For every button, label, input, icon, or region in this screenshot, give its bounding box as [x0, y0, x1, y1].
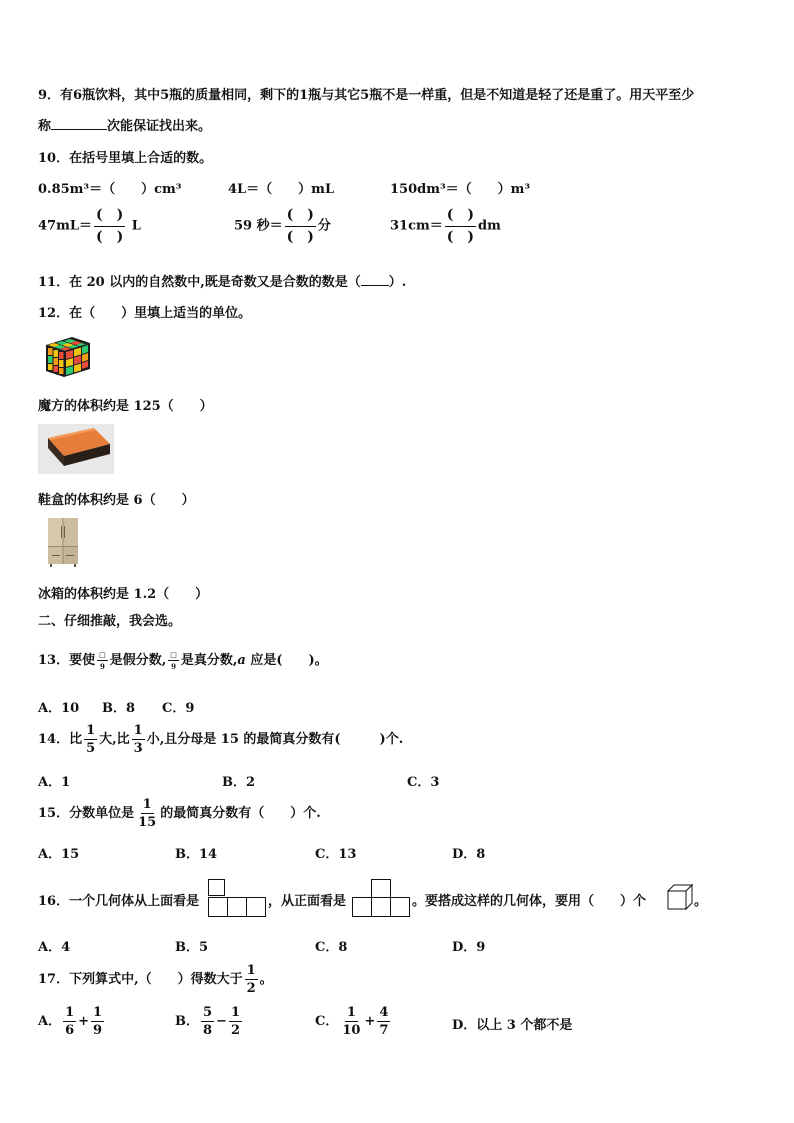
- fraction-denominator: ( ): [96, 228, 124, 245]
- fraction-numerator: □: [170, 650, 177, 659]
- q9-line1: 9．有6瓶饮料，其中5瓶的质量相同，剩下的1瓶与其它5瓶不是一样重，但是不知道是轻了还是重了。用天平至少: [38, 88, 695, 103]
- fraction-denominator: ( ): [446, 228, 475, 245]
- q13: [38, 649, 328, 670]
- front-view-cell: [352, 897, 372, 917]
- q10-item-6: [390, 208, 501, 244]
- q13-variable: a: [237, 653, 246, 668]
- fraction-numerator: 1: [230, 1005, 240, 1020]
- q13-pre: 13．要使: [38, 653, 96, 668]
- fridge-icon: [44, 516, 82, 568]
- fraction-numerator: 1: [142, 797, 152, 812]
- q15-post: 的最简真分数有（ ）个.: [160, 806, 321, 821]
- top-view-cell: [208, 897, 228, 917]
- q9-line2-post: 次能保证找出来。: [107, 119, 212, 134]
- q16-option-c[interactable]: C．8: [315, 940, 348, 955]
- q16-option-b[interactable]: B．5: [175, 940, 209, 955]
- fraction: [91, 1006, 104, 1037]
- q17-option-b[interactable]: [175, 1006, 244, 1037]
- q12-rubik-text: 魔方的体积约是 125（ ）: [38, 399, 213, 414]
- fridge-image: [44, 516, 82, 568]
- q14-mid: 大,比: [99, 732, 130, 747]
- fraction-numerator: 1: [133, 723, 143, 738]
- q15-fraction: [136, 798, 158, 829]
- q10-item-3: 150dm³＝（ ）m³: [390, 182, 531, 197]
- fraction: [340, 1006, 362, 1037]
- q9-line2-pre: 称: [38, 119, 52, 134]
- q12-title: 12．在（ ）里填上适当的单位。: [38, 306, 252, 321]
- q17-option-d[interactable]: D．以上 3 个都不是: [452, 1018, 573, 1033]
- option-label: A．: [38, 1014, 62, 1029]
- q15: [38, 798, 321, 829]
- top-view-figure: [208, 879, 266, 917]
- rubiks-cube-icon: [42, 333, 94, 381]
- q10-title: 10．在括号里填上合适的数。: [38, 151, 213, 166]
- fraction-denominator: 9: [93, 1023, 103, 1038]
- q13-tail: 应是( )。: [245, 653, 328, 668]
- fraction-numerator: ( ): [94, 208, 125, 227]
- q10-item-1: 0.85m³＝（ ）cm³: [38, 182, 182, 197]
- q17-fraction: [245, 964, 258, 995]
- cube-icon: [666, 883, 694, 911]
- q14-pre: 14．比: [38, 732, 83, 747]
- q9-answer-blank[interactable]: [51, 117, 107, 130]
- operator: +: [364, 1014, 376, 1029]
- fraction-numerator: 4: [379, 1005, 389, 1020]
- q10-item-5-post: 分: [317, 218, 331, 234]
- fraction-numerator: 1: [93, 1005, 103, 1020]
- q10-item-5-fraction[interactable]: [285, 208, 316, 244]
- q14-post: 小,且分母是 15 的最简真分数有( )个.: [146, 732, 404, 747]
- q11-post: ）.: [388, 275, 407, 290]
- fraction: [377, 1006, 390, 1037]
- front-view-figure: [352, 879, 410, 917]
- q13-fraction-1: [97, 651, 108, 670]
- q15-option-d[interactable]: D．8: [452, 847, 486, 862]
- q13-post: 是真分数,: [180, 653, 238, 668]
- q14-option-b[interactable]: B．2: [222, 775, 256, 790]
- shoebox-image: [38, 424, 114, 474]
- q10-item-2: 4L＝（ ）mL: [228, 182, 335, 197]
- fraction-denominator: 7: [379, 1023, 389, 1038]
- fraction-denominator: 2: [230, 1023, 240, 1038]
- q16-end: 。: [694, 894, 708, 909]
- q16-option-d[interactable]: D．9: [452, 940, 486, 955]
- q15-option-a[interactable]: A．15: [38, 847, 80, 862]
- top-view-cell: [227, 897, 247, 917]
- q10-item-6-fraction[interactable]: [445, 208, 476, 244]
- operator: −: [216, 1014, 227, 1029]
- fraction-numerator: 1: [346, 1005, 356, 1020]
- q10-item-6-post: dm: [478, 218, 501, 234]
- q11: [38, 271, 406, 290]
- q17-pre: 17．下列算式中,（ ）得数大于: [38, 972, 243, 987]
- q12-fridge-text: 冰箱的体积约是 1.2（ ）: [38, 587, 209, 602]
- fraction: [229, 1006, 242, 1037]
- fraction-numerator: 5: [203, 1005, 213, 1020]
- q13-option-a[interactable]: A．10: [38, 701, 80, 716]
- q15-option-c[interactable]: C．13: [315, 847, 357, 862]
- q13-mid: 是假分数,: [109, 653, 167, 668]
- top-view-cell: [208, 879, 225, 896]
- fraction-denominator: 9: [99, 662, 105, 671]
- q12-shoebox-text: 鞋盒的体积约是 6（ ）: [38, 493, 195, 508]
- fraction-denominator: 9: [171, 662, 176, 671]
- q14: [38, 724, 403, 755]
- q17: [38, 964, 273, 995]
- option-label: C．: [315, 1014, 339, 1029]
- q16-mid: ，从正面看是: [268, 894, 347, 909]
- q15-option-b[interactable]: B．14: [175, 847, 218, 862]
- fraction-denominator: 5: [86, 741, 96, 756]
- fraction: [201, 1006, 214, 1037]
- q17-option-a[interactable]: [38, 1006, 106, 1037]
- fraction-numerator: □: [99, 650, 106, 659]
- q11-pre: 11．在 20 以内的自然数中,既是奇数又是合数的数是（: [38, 275, 361, 290]
- q10-item-4-post: L: [131, 218, 141, 234]
- q13-option-b[interactable]: B．8: [102, 701, 136, 716]
- section-2-heading: 二、仔细推敲，我会选。: [38, 614, 182, 629]
- fraction-denominator: ( ): [286, 228, 314, 245]
- q17-end: 。: [259, 972, 273, 987]
- fraction-numerator: 1: [65, 1005, 75, 1020]
- q15-pre: 15．分数单位是: [38, 806, 135, 821]
- fraction-denominator: 15: [138, 815, 157, 830]
- front-view-cell: [390, 897, 410, 917]
- fraction-denominator: 3: [133, 741, 143, 756]
- fraction-numerator: 1: [246, 963, 256, 978]
- q10-item-5-pre: 59 秒＝: [234, 218, 283, 234]
- q10-item-4-fraction[interactable]: [94, 208, 125, 244]
- q10-item-5: [234, 208, 331, 244]
- q9-line2: [38, 115, 211, 134]
- fraction-numerator: ( ): [445, 208, 476, 227]
- fraction: [63, 1006, 76, 1037]
- q17-option-c[interactable]: [315, 1006, 392, 1037]
- top-view-cell: [246, 897, 266, 917]
- fraction-numerator: 1: [86, 723, 96, 738]
- cube-figure: [666, 883, 694, 911]
- q10-item-4-pre: 47mL＝: [38, 218, 92, 234]
- q14-fraction-1: [84, 724, 97, 755]
- fraction-denominator: 6: [65, 1023, 75, 1038]
- q11-answer-blank[interactable]: [361, 273, 389, 286]
- fraction-numerator: ( ): [285, 208, 316, 227]
- q14-option-a[interactable]: A．1: [38, 775, 71, 790]
- option-label: B．: [175, 1014, 199, 1029]
- q16-option-a[interactable]: A．4: [38, 940, 71, 955]
- front-view-cell: [371, 897, 391, 917]
- operator: +: [78, 1014, 90, 1029]
- q14-fraction-2: [132, 724, 145, 755]
- shoebox-icon: [38, 424, 114, 474]
- fraction-denominator: 10: [342, 1023, 361, 1038]
- q16-pre: 16．一个几何体从上面看是: [38, 894, 200, 909]
- q16-post: 。要搭成这样的几何体，要用（ ）个: [412, 894, 647, 909]
- fraction-denominator: 2: [246, 981, 256, 996]
- q13-fraction-2: [168, 651, 179, 670]
- q10-item-4: [38, 208, 141, 244]
- fraction-denominator: 8: [203, 1023, 213, 1038]
- front-view-cell: [371, 879, 391, 898]
- q14-option-c[interactable]: C．3: [407, 775, 440, 790]
- q10-item-6-pre: 31cm＝: [390, 218, 443, 234]
- rubiks-cube-image: [42, 333, 94, 381]
- q13-option-c[interactable]: C．9: [162, 701, 195, 716]
